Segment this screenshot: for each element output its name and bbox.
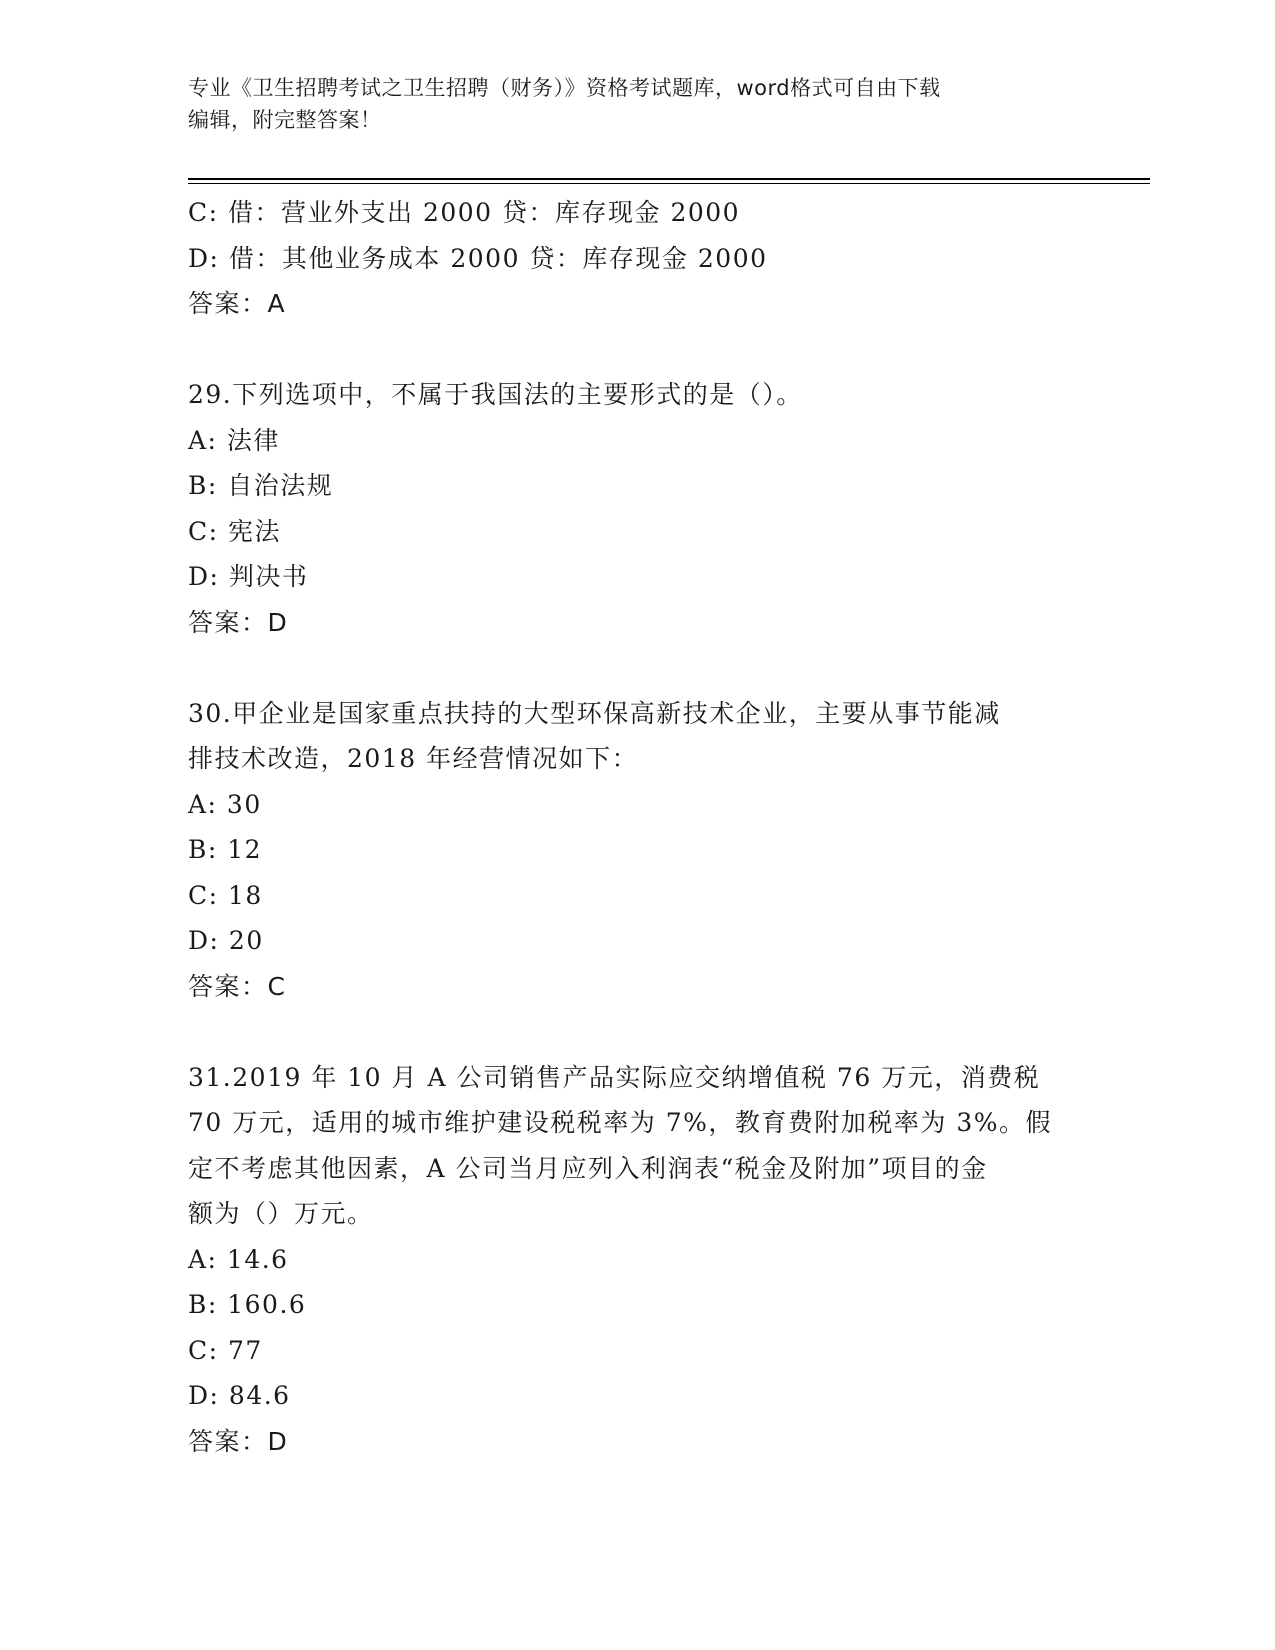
option-a: A: 14.6 xyxy=(188,1244,289,1274)
question-stem-line-2: 70 万元，适用的城市维护建设税税率为 7%，教育费附加税率为 3%。假 xyxy=(188,1108,1052,1137)
option-c: C: 18 xyxy=(188,880,263,910)
question-stem: 29.下列选项中，不属于我国法的主要形式的是（）。 xyxy=(188,380,803,409)
question-stem-line-2: 排技术改造，2018 年经营情况如下： xyxy=(188,744,639,773)
option-d: D: 借：其他业务成本 2000 贷：库存现金 2000 xyxy=(188,243,768,273)
option-d: D: 20 xyxy=(188,926,264,955)
question-stem-line-3: 定不考虑其他因素，A 公司当月应列入利润表“税金及附加”项目的金 xyxy=(188,1153,988,1183)
question-list xyxy=(188,190,1088,1464)
option-a: A: 法律 xyxy=(188,425,280,455)
spacer xyxy=(188,327,1088,373)
header-title-line-1: 专业《卫生招聘考试之卫生招聘（财务）》资格考试题库，word格式可自由下载 xyxy=(188,76,941,100)
header-divider-thin xyxy=(188,183,1150,184)
option-d: D: 84.6 xyxy=(188,1381,291,1410)
question-stem-line-1: 31.2019 年 10 月 A 公司销售产品实际应交纳增值税 76 万元，消费税 xyxy=(188,1062,1041,1092)
document-header xyxy=(188,72,1078,136)
header-title-line-2: 编辑，附完整答案！ xyxy=(188,108,382,132)
question-28-tail xyxy=(188,190,1088,327)
option-c: C: 借：营业外支出 2000 贷：库存现金 2000 xyxy=(188,198,741,227)
question-stem-line-4: 额为（）万元。 xyxy=(188,1199,374,1228)
answer-line: 答案：A xyxy=(188,289,287,318)
answer-line: 答案：C xyxy=(188,971,287,1001)
option-b: B: 自治法规 xyxy=(188,471,334,500)
option-b: B: 160.6 xyxy=(188,1290,307,1319)
answer-line: 答案：D xyxy=(188,1426,289,1456)
option-a: A: 30 xyxy=(188,789,262,819)
option-d: D: 判决书 xyxy=(188,562,309,591)
question-31 xyxy=(188,1055,1088,1465)
spacer xyxy=(188,645,1088,691)
header-divider-thick xyxy=(188,178,1150,180)
question-stem-line-1: 30.甲企业是国家重点扶持的大型环保高新技术企业，主要从事节能减 xyxy=(188,698,1001,728)
option-c: C: 宪法 xyxy=(188,516,281,546)
spacer xyxy=(188,1009,1088,1055)
option-b: B: 12 xyxy=(188,835,263,864)
answer-line: 答案：D xyxy=(188,607,289,637)
question-30 xyxy=(188,691,1088,1010)
option-c: C: 77 xyxy=(188,1335,263,1365)
question-29 xyxy=(188,372,1088,645)
